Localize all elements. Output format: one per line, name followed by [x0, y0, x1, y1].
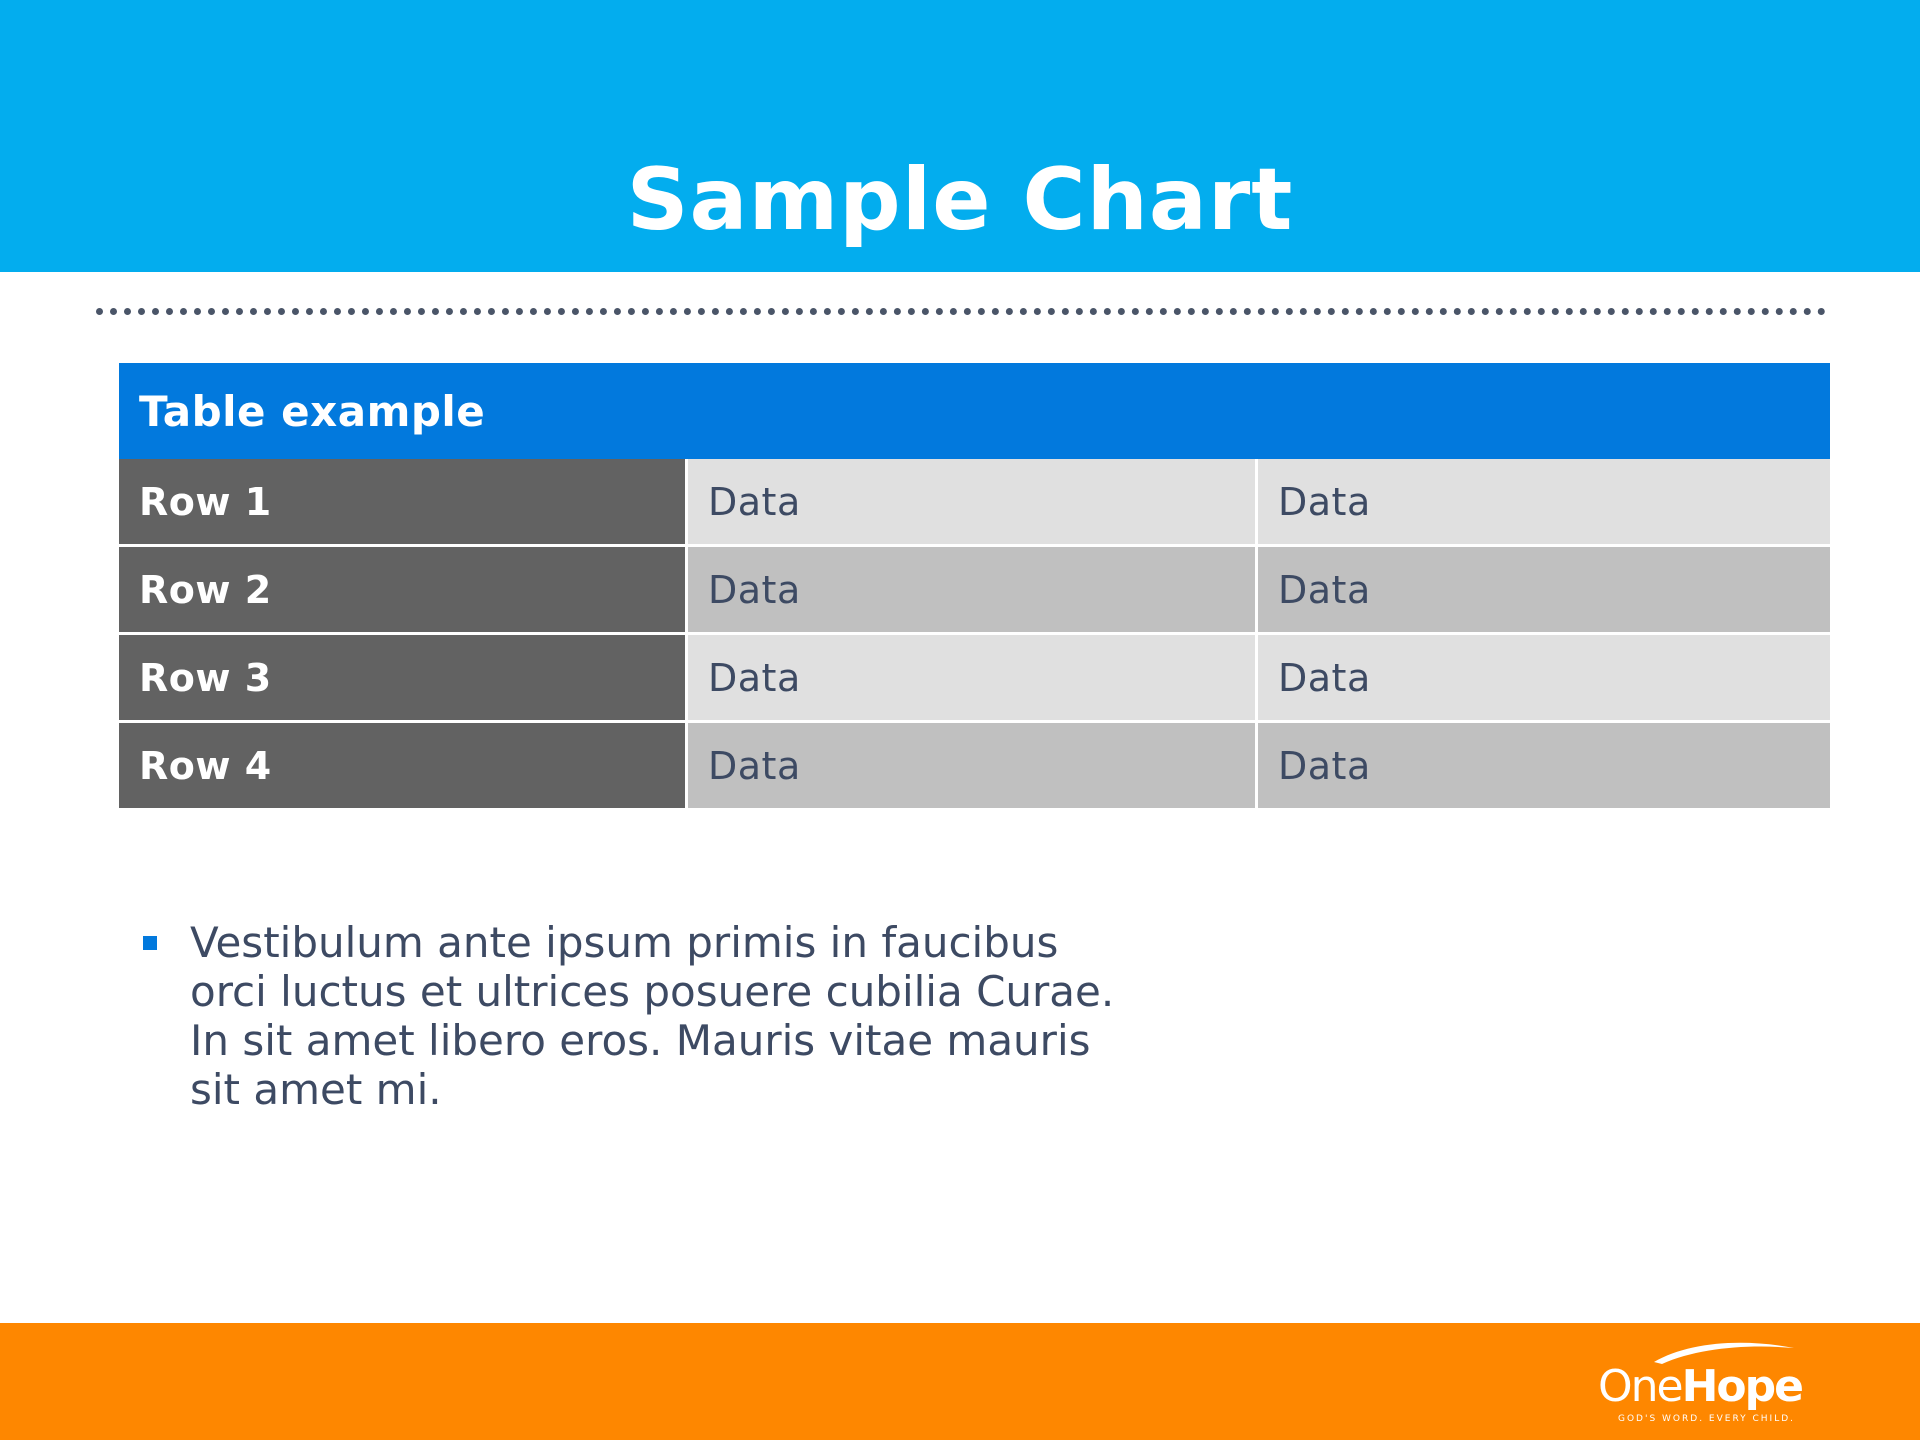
data-cell: Data	[688, 459, 1258, 547]
logo-wordmark-one: One	[1598, 1361, 1682, 1412]
data-cell: Data	[688, 635, 1258, 723]
logo-tagline: GOD'S WORD. EVERY CHILD.	[1618, 1414, 1796, 1424]
table-row	[119, 723, 1830, 808]
data-cell: Data	[1258, 459, 1830, 547]
logo-wordmark-hope: Hope	[1681, 1361, 1802, 1412]
dotted-divider	[96, 308, 1826, 315]
table-row	[119, 547, 1830, 635]
table-row	[119, 459, 1830, 547]
row-label: Row 1	[119, 459, 688, 547]
data-cell: Data	[688, 547, 1258, 635]
data-table	[119, 363, 1830, 808]
slide-title: Sample Chart	[626, 150, 1294, 250]
row-label: Row 3	[119, 635, 688, 723]
row-label: Row 4	[119, 723, 688, 808]
onehope-logo	[1598, 1336, 1828, 1428]
table-row	[119, 635, 1830, 723]
row-label: Row 2	[119, 547, 688, 635]
table-title: Table example	[119, 363, 1830, 459]
table-header-row	[119, 363, 1830, 459]
data-cell: Data	[1258, 547, 1830, 635]
data-cell: Data	[1258, 723, 1830, 808]
bullet-text: Vestibulum ante ipsum primis in faucibus orci luctus et ultrices posuere cubilia Curae. In sit amet libero eros. Mauris vitae mauris sit amet mi.	[190, 918, 1115, 1114]
square-bullet-icon	[143, 936, 157, 950]
data-cell: Data	[1258, 635, 1830, 723]
logo-wordmark	[1598, 1361, 1802, 1412]
data-cell: Data	[688, 723, 1258, 808]
